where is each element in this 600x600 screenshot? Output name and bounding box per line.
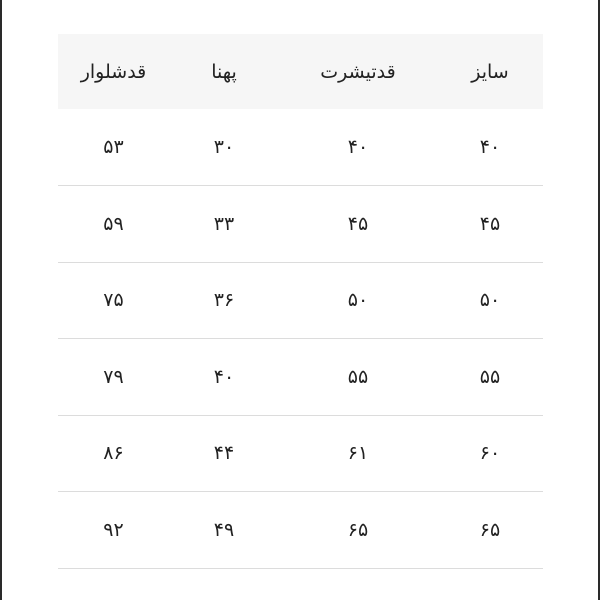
left-edge-border — [0, 0, 2, 600]
cell-pants-length: ۵۹ — [103, 212, 124, 235]
cell-size: ۵۵ — [479, 365, 501, 388]
cell-pants-length: ۹۲ — [103, 518, 124, 541]
header-pants-length: قدشلوار — [80, 60, 147, 83]
table-row — [58, 339, 543, 416]
cell-width: ۴۰ — [213, 365, 235, 388]
table-header — [58, 34, 543, 109]
table-row — [58, 415, 543, 492]
cell-size: ۶۵ — [479, 518, 501, 541]
table-row — [58, 262, 543, 339]
cell-width: ۴۹ — [213, 518, 235, 541]
cell-size: ۴۰ — [479, 136, 501, 158]
cell-pants-length: ۷۵ — [103, 289, 124, 312]
cell-width: ۴۴ — [213, 442, 235, 465]
cell-size: ۴۵ — [479, 212, 501, 235]
table-body — [58, 109, 543, 568]
size-chart-table — [58, 34, 543, 569]
cell-pants-length: ۷۹ — [103, 365, 124, 388]
cell-width: ۳۶ — [213, 289, 235, 312]
cell-width: ۳۰ — [213, 136, 235, 158]
cell-shirt-length: ۵۰ — [347, 289, 369, 312]
table-row — [58, 109, 543, 186]
cell-size: ۵۰ — [479, 289, 501, 312]
cell-size: ۶۰ — [479, 442, 501, 465]
cell-shirt-length: ۶۵ — [347, 518, 369, 541]
table-row — [58, 492, 543, 569]
cell-pants-length: ۸۶ — [103, 442, 124, 465]
table-row — [58, 186, 543, 263]
cell-pants-length: ۵۳ — [103, 136, 124, 158]
header-row — [58, 34, 543, 109]
cell-shirt-length: ۵۵ — [347, 365, 369, 388]
header-width: پهنا — [211, 60, 237, 83]
cell-shirt-length: ۶۱ — [347, 442, 369, 465]
cell-shirt-length: ۴۰ — [347, 136, 369, 158]
cell-width: ۳۳ — [213, 212, 235, 235]
header-size: سایز — [471, 60, 509, 83]
header-shirt-length: قدتیشرت — [320, 60, 396, 83]
cell-shirt-length: ۴۵ — [347, 212, 369, 235]
